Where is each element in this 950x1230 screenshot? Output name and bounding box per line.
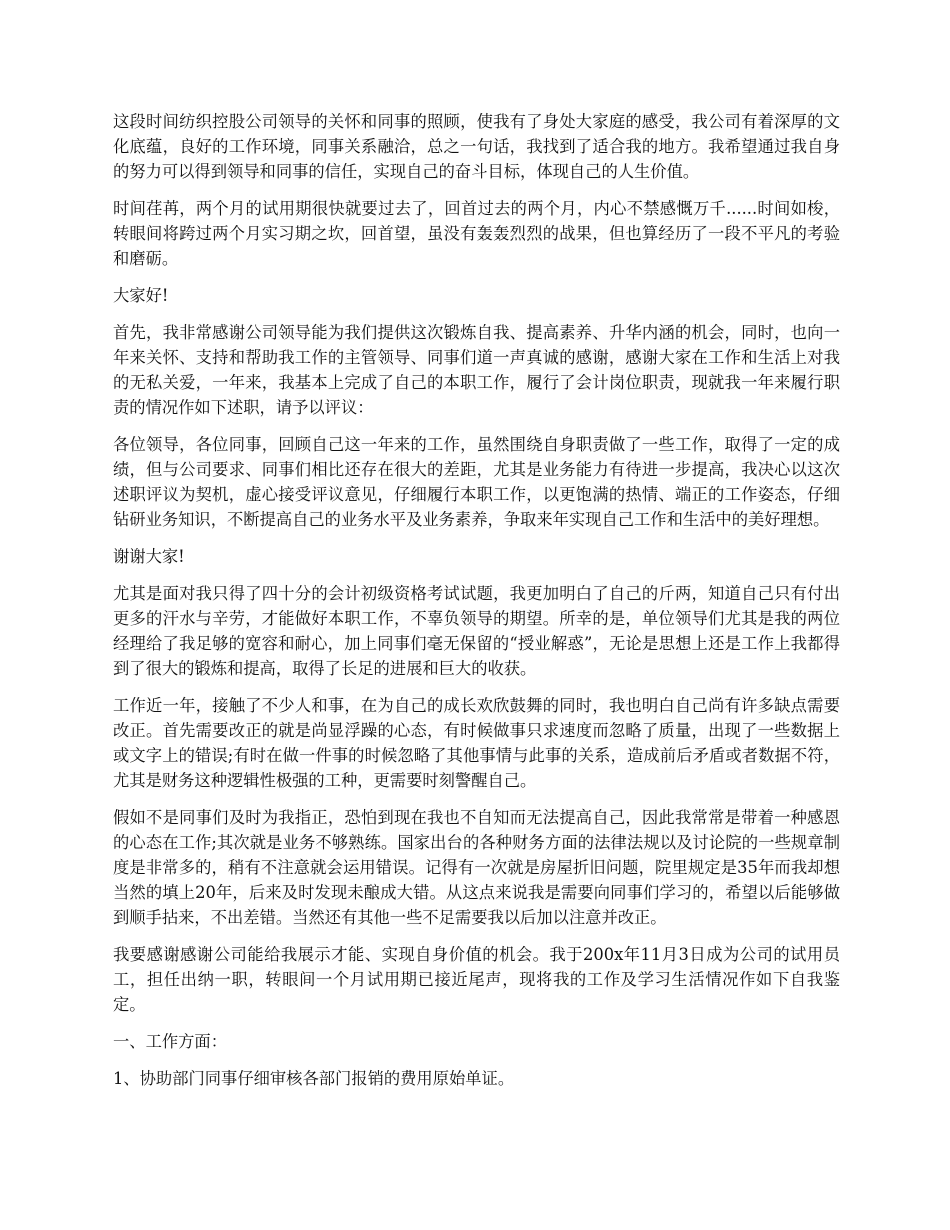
paragraph: 各位领导，各位同事，回顾自己这一年来的工作，虽然围绕自身职责做了一些工作，取得了一定的成绩，但与公司要求、同事们相比还存在很大的差距，尤其是业务能力有待进一步提高，我决心以这次述职评议为契机，虚心接受评议意见，仔细履行本职工作，以更饱满的热情、端正的工作姿态，仔细钻研业务知识，不断提高自己的业务水平及业务素养，争取来年实现自己工作和生活中的美好理想。 <box>113 435 840 529</box>
paragraph: 时间荏苒，两个月的试用期很快就要过去了，回首过去的两个月，内心不禁感慨万千......时间如梭，转眼间将跨过两个月实习期之坎，回首望，虽没有轰轰烈烈的战果，但也算经历了一段不平凡的考验和磨砺。 <box>113 199 840 268</box>
paragraph: 我要感谢感谢公司能给我展示才能、实现自身价值的机会。我于200x年11月3日成为公司的试用员工，担任出纳一职，转眼间一个月试用期已接近尾声，现将我的工作及学习生活情况作如下自我鉴定。 <box>113 945 840 1014</box>
paragraph: 谢谢大家! <box>113 547 185 566</box>
section-heading: 一、工作方面： <box>113 1032 227 1051</box>
list-item: 1、协助部门同事仔细审核各部门报销的费用原始单证。 <box>113 1069 515 1088</box>
paragraph: 工作近一年，接触了不少人和事，在为自己的成长欢欣鼓舞的同时，我也明白自己尚有许多缺点需要改正。首先需要改正的就是尚显浮躁的心态，有时候做事只求速度而忽略了质量，出现了一些数据上或文字上的错误;有时在做一件事的时候忽略了其他事情与此事的关系，造成前后矛盾或者数据不符，尤其是财务这种逻辑性极强的工种，更需要时刻警醒自己。 <box>113 696 840 790</box>
paragraph: 这段时间纺织控股公司领导的关怀和同事的照顾，使我有了身处大家庭的感受，我公司有着深厚的文化底蕴，良好的工作环境，同事关系融洽，总之一句话，我找到了适合我的地方。我希望通过我自身的努力可以得到领导和同事的信任，实现自己的奋斗目标，体现自己的人生价值。 <box>113 112 840 181</box>
document-body <box>113 109 840 1103</box>
paragraph: 大家好! <box>113 286 169 305</box>
paragraph: 首先，我非常感谢公司领导能为我们提供这次锻炼自我、提高素养、升华内涵的机会，同时，也向一年来关怀、支持和帮助我工作的主管领导、同事们道一声真诚的感谢，感谢大家在工作和生活上对我的无私关爱，一年来，我基本上完成了自己的本职工作，履行了会计岗位职责，现就我一年来履行职责的情况作如下述职，请予以评议： <box>113 323 840 417</box>
paragraph: 尤其是面对我只得了四十分的会计初级资格考试试题，我更加明白了自己的斤两，知道自己只有付出更多的汗水与辛劳，才能做好本职工作，不辜负领导的期望。所幸的是，单位领导们尤其是我的两位经理给了我足够的宽容和耐心，加上同事们毫无保留的“授业解惑”，无论是思想上还是工作上我都得到了很大的锻炼和提高，取得了长足的进展和巨大的收获。 <box>113 584 840 678</box>
paragraph: 假如不是同事们及时为我指正，恐怕到现在我也不自知而无法提高自己，因此我常常是带着一种感恩的心态在工作;其次就是业务不够熟练。国家出台的各种财务方面的法律法规以及讨论院的一些规章制度是非常多的，稍有不注意就会运用错误。记得有一次就是房屋折旧问题，院里规定是35年而我却想当然的填上20年，后来及时发现未酿成大错。从这点来说我是需要向同事们学习的，希望以后能够做到顺手拈来，不出差错。当然还有其他一些不足需要我以后加以注意并改正。 <box>113 808 840 927</box>
